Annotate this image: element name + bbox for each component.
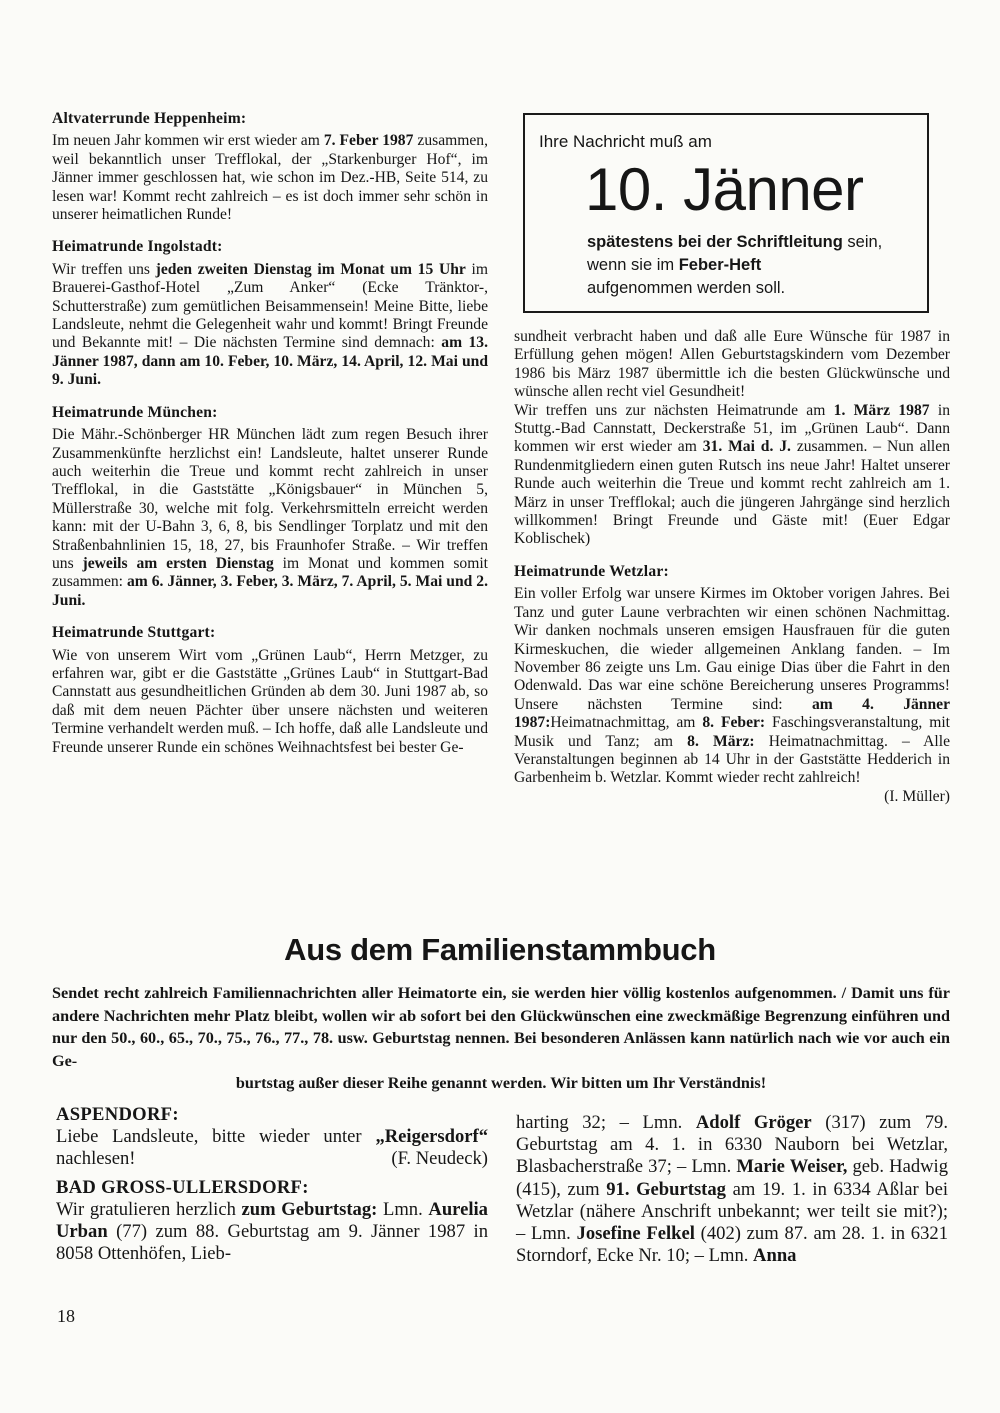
paragraph-altvaterrunde-heppenheim: Im neuen Jahr kommen wir erst wieder am 7. Feber 1987 zusammen, weil bekanntlich unser Trefflokal, der „Starkenburger Hof“, im Jänner immer geschlossen hat, wie schon im Dez.-HB, Seite 514, zu lesen war! Kommt recht zahlreich – es ist doch immer sehr schön in unserer heimatlichen Runde! — [52, 132, 488, 224]
births-left-column — [56, 1104, 488, 1271]
right-column — [514, 328, 950, 820]
heading-altvaterrunde-heppenheim: Altvaterrunde Heppenheim: — [52, 110, 247, 127]
notice-deadline-date: 10. Jänner — [585, 156, 864, 223]
heading-heimatrunde-ingolstadt: Heimatrunde Ingolstadt: — [52, 238, 223, 256]
signature-wetzlar: (I. Müller) — [884, 787, 950, 805]
paragraph-heimatrunde-ingolstadt: Wir treffen uns jeden zweiten Dienstag im Monat um 15 Uhr im Brauerei-Gasthof-Hotel „Zum Anker“ (Ecke Tränktor-, Schutterstraße) zum gemütlichen Beisammensein! Meine Bitte, liebe Landsleute, nehmt die Gelegenheit wahr und kommt! Bringt Freunde und Bekannte mit! – Die nächsten Termine sind demnach: am 13. Jänner 1987, dann am 10. Feber, 10. März, 14. April, 12. Mai und 9. Juni. — [52, 260, 488, 389]
notice-line-aufgenommen: aufgenommen werden soll. — [587, 279, 786, 297]
section-title: Aus dem Familienstammbuch — [284, 932, 716, 967]
paragraph-stuttgart-next-meeting: Wir treffen uns zur nächsten Heimatrunde am 1. März 1987 in Stuttg.-Bad Cannstatt, Deckerstraße 51, im „Grünen Laub“. Dann kommen wir erst wieder am 31. Mai d. J. zusammen. – Nun allen Rundenmitgliedern einen guten Rutsch ins neue Jahr! Haltet unserer Runde auch weiterhin die Treue und kommt recht zahlreich am 1. März in unser Trefflokal; auch die jüngeren Jahrgänge sind herzlich willkommen! Bringt Freunde und Gäste mit! (Euer Edgar Koblischek) — [514, 401, 950, 548]
notice-line-feber-heft: wenn sie im Feber-Heft — [587, 256, 762, 274]
page-number: 18 — [57, 1306, 75, 1326]
signature-aspendorf: (F. Neudeck) — [391, 1148, 488, 1170]
heading-aspendorf: ASPENDORF: — [56, 1104, 179, 1125]
deadline-notice-box — [523, 113, 929, 313]
heading-bad-gross-ullersdorf: BAD GROSS-ULLERSDORF: — [56, 1176, 309, 1198]
section-intro: Sendet recht zahlreich Familiennachrichten aller Heimatorte ein, sie werden hier völlig kostenlos aufgenommen. / Damit uns für andere Nachrichten mehr Platz bleibt, wollen wir ab sofort bei den Glückwünschen eine zweckmäßige Begrenzung einführen und nur den 50., 60., 65., 70., 75., 76., 77., 78. usw. Geburtstag nennen. Bei besonderen Anlässen kann natürlich nach wie vor auch ein Ge- burtstag außer dieser Reihe genannt werden. Wir bitten um Ihr Verständnis! — [52, 984, 950, 1093]
notice-intro-text: Ihre Nachricht muß am — [539, 132, 712, 151]
paragraph-aspendorf: Liebe Landsleute, bitte wieder unter „Reigersdorf“ nachlesen! (F. Neudeck) — [56, 1126, 488, 1170]
notice-line-schriftleitung: spätestens bei der Schriftleitung sein, — [587, 233, 883, 251]
paragraph-heimatrunde-wetzlar: Ein voller Erfolg war unsere Kirmes im Oktober vorigen Jahres. Bei Tanz und guter Laune verbrachten wir einen schönen Nachmittag. Wir danken nochmals unseren emsigen Hausfrauen für die guten Kirmeskuchen, die wieder allgemeinen Anklang fanden. – Im November 86 zeigte uns Lm. Gau einige Dias über die Fahrt in den Odenwald. Das war eine schöne Bereicherung unseres Programms! Unsere nächsten Termine sind: am 4. Jänner 1987:Heimatnachmittag, am 8. Feber: Faschingsveranstaltung, mit Musik und Tanz; am 8. März: Heimatnachmittag. – Alle Veranstaltungen beginnen ab 14 Uhr in der Gaststätte Hedderich in Garbenheim b. Wetzlar. Kommt wieder recht zahlreich! — [514, 585, 950, 787]
heading-heimatrunde-muenchen: Heimatrunde München: — [52, 403, 218, 421]
paragraph-stuttgart-continued: sundheit verbracht haben und daß alle Eure Wünsche für 1987 in Erfüllung gehen mögen! Allen Geburtstagskindern vom Dezember 1986 bis März 1987 übermittle ich die besten Glückwünsche und wünsche allen recht viel Gesundheit! — [514, 328, 950, 401]
heading-heimatrunde-wetzlar: Heimatrunde Wetzlar: — [514, 562, 669, 580]
paragraph-bad-gross-ullersdorf: Wir gratulieren herzlich zum Geburtstag: Lmn. Aurelia Urban (77) zum 88. Geburtstag am 9. Jänner 1987 in 8058 Ottenhöfen, Lieb- — [56, 1198, 488, 1265]
left-column — [52, 110, 488, 757]
paragraph-births-continued: harting 32; – Lmn. Adolf Gröger (317) zum 79. Geburtstag am 4. 1. in 6330 Nauborn bei Wetzlar, Blasbacherstraße 37; – Lmn. Marie Weiser, geb. Hadwig (415), zum 91. Geburtstag am 19. 1. in 6334 Aßlar bei Wetzlar (nähere Anschrift unbekannt; wer teilt sie mit?); – Lmn. Josefine Felkel (402) zum 87. am 28. 1. in 6321 Storndorf, Ecke Nr. 10; – Lmn. Anna — [516, 1112, 949, 1267]
paragraph-heimatrunde-muenchen: Die Mähr.-Schönberger HR München lädt zum regen Besuch ihrer Zusammenkünfte herzlichst ein! Landsleute, haltet unserer Runde auch weiterhin die Treue und kommt recht zahlreich in unser Trefflokal, in die Gaststätte „Königsbauer“ in München 5, Müllerstraße 30, welche mit folg. Verkehrsmitteln erreicht werden kann: mit der U-Bahn 3, 6, 8, bis Sendlinger Torplatz und mit den Straßenbahnlinien 15, 18, 27, bis Fraunhofer Straße. – Wir treffen uns jeweils am ersten Dienstag im Monat und kommen somit zusammen: am 6. Jänner, 3. Feber, 3. März, 7. April, 5. Mai und 2. Juni. — [52, 426, 488, 609]
paragraph-heimatrunde-stuttgart: Wie von unserem Wirt vom „Grünen Laub“, Herrn Metzger, zu erfahren war, gibt er die Gaststätte „Grünes Laub“ in Stuttgart-Bad Cannstatt aus gesundheitlichen Gründen ab dem 30. Juni 1987 ab, so daß mit dem neuen Pächter über unsere nächsten und weiteren Termine verhandelt werden muß. – Ich hoffe, daß alle Landsleute und Freunde unserer Runde ein schönes Weihnachtsfest bei bester Ge- — [52, 646, 488, 756]
births-right-column — [516, 1112, 948, 1273]
heading-heimatrunde-stuttgart: Heimatrunde Stuttgart: — [52, 624, 216, 642]
